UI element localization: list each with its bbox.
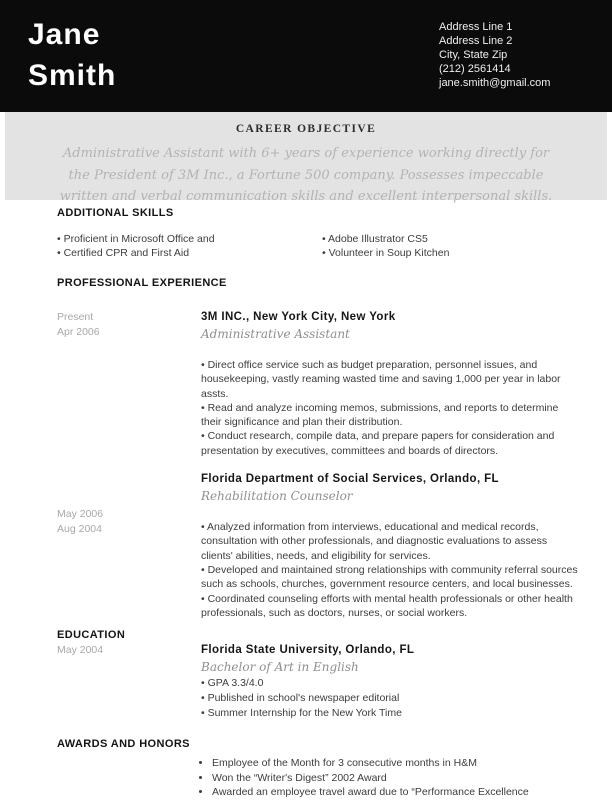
job-bullet: • Direct office service such as budget preparation, personnel issues, and housekeeping, vastly reaming wasted time and saving 1,000 per year in labor assts. [201,358,581,401]
skill-item: • Proficient in Microsoft Office and [57,232,322,246]
education-heading: EDUCATION [57,629,126,642]
job-2-date-start: Aug 2004 [57,523,102,536]
job-bullet: • Read and analyze incoming memos, submissions, and reports to determine their significance and plan their distribution. [201,401,581,430]
education-bullets [201,676,581,721]
awards-list [212,756,612,800]
career-objective-heading: CAREER OBJECTIVE [235,123,377,135]
candidate-last-name: Smith [28,59,117,92]
career-objective-section [5,112,607,204]
contact-line: City, State Zip [439,49,508,61]
job-1-date-end: Present [57,311,94,323]
skills-columns [57,232,612,260]
job-bullet: • Conduct research, compile data, and prepare papers for consideration and presentation by executives, committees and boards of directors. [201,429,581,458]
additional-skills-heading: ADDITIONAL SKILLS [57,207,174,219]
contact-line: Address Line 2 [439,35,513,47]
education-date: May 2004 [57,644,104,657]
job-1-dates [57,310,201,458]
education-degree: Bachelor of Art in English [201,660,359,675]
job-1-bullets [201,358,581,458]
job-bullet: • Analyzed information from interviews, educational and medical records, consultation with other professionals, and diagnostic evaluations to assess clients' abilities, needs, and eligibility for services. [201,520,581,563]
skill-item: • Certified CPR and First Aid [57,246,322,260]
job-entry-2 [57,472,612,620]
job-1-date-start: Apr 2006 [57,326,100,338]
skills-column-right [322,232,587,260]
job-bullet: • Developed and maintained strong relationships with community referral sources such as schools, churches, government resource centers, and local businesses. [201,563,581,592]
education-school: Florida State University, Orlando, FL [201,644,415,657]
contact-line: jane.smith@gmail.com [439,77,551,89]
job-entry-1 [57,310,612,458]
education-details [201,643,581,721]
job-2-bullets [201,520,581,620]
main-content [0,200,612,800]
award-bullet: • Won the “Writer's Digest” 2002 Award [212,771,612,786]
candidate-name [28,14,116,96]
job-1-title: Administrative Assistant [201,327,350,341]
header-bar [0,0,612,112]
education-bullet: • GPA 3.3/4.0 [201,676,581,691]
job-2-dates [57,472,201,620]
contact-line: (212) 2561414 [439,63,511,75]
education-bullet: • Summer Internship for the New York Time [201,706,581,721]
job-2-details [201,472,581,620]
education-bullet: • Published in school's newspaper editorial [201,691,581,706]
contact-block [439,20,550,90]
job-2-company: Florida Department of Social Services, Orlando, FL [201,473,499,486]
career-objective-text: Administrative Assistant with 6+ years of experience working directly for the President of 3M Inc., a Fortune 500 company. Possesses impeccable written and verbal communication skills and excellent interpersonal skills. [59,146,553,204]
skill-item: • Adobe Illustrator CS5 [322,232,587,246]
award-bullet: • Awarded an employee travel award due to “Performance Excellence [212,785,612,800]
skills-column-left [57,232,322,260]
professional-experience-heading: PROFESSIONAL EXPERIENCE [57,277,227,289]
job-2-date-end: May 2006 [57,508,104,521]
skill-item: • Volunteer in Soup Kitchen [322,246,587,260]
job-1-details [201,310,581,458]
candidate-first-name: Jane [28,18,101,51]
contact-line: Address Line 1 [439,21,513,33]
job-2-title: Rehabilitation Counselor [201,489,353,504]
award-bullet: • Employee of the Month for 3 consecutive months in H&M [212,756,612,771]
awards-heading: AWARDS AND HONORS [57,738,190,751]
job-bullet: • Coordinated counseling efforts with mental health professionals or other health professionals, such as doctors, nurses, or social workers. [201,592,581,621]
job-1-company: 3M INC., New York City, New York [201,311,396,323]
education-entry [57,643,612,721]
